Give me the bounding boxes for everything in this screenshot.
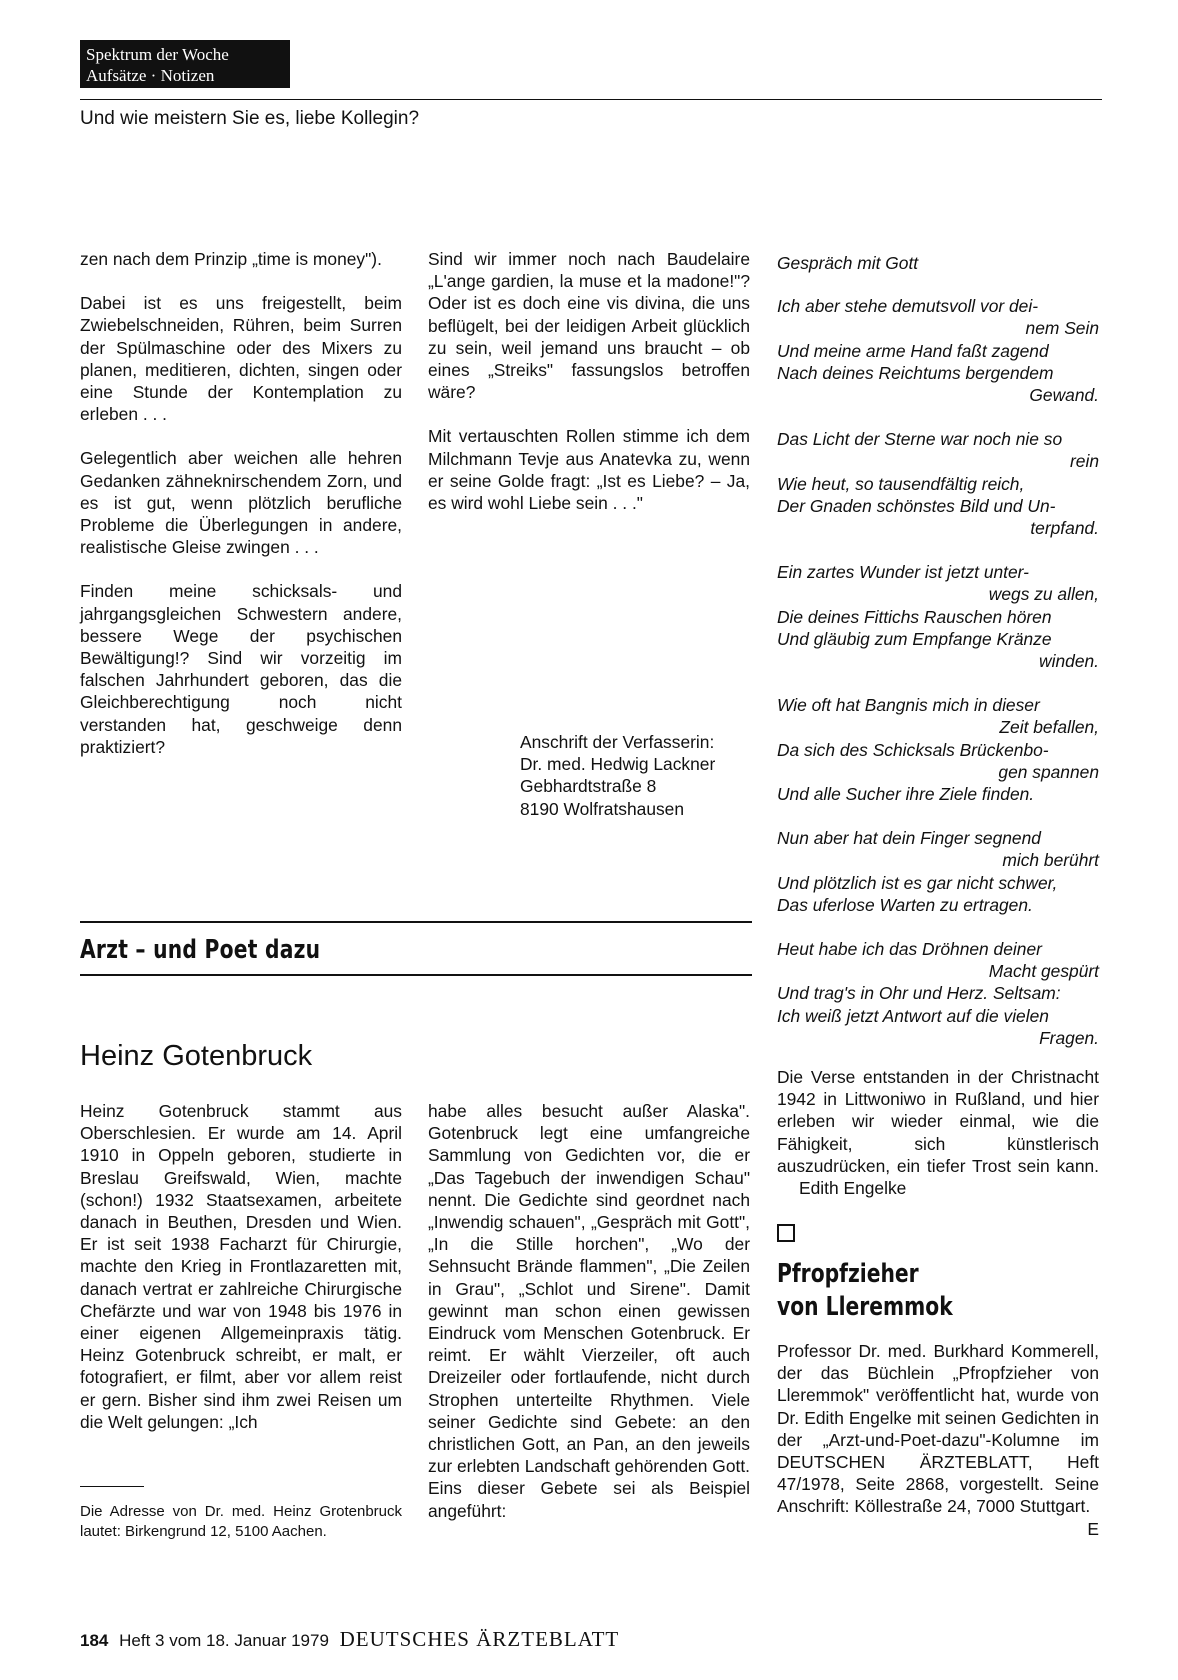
sidebar-signature: E bbox=[1087, 1518, 1099, 1539]
poem-commentary bbox=[777, 1066, 1099, 1199]
poem-line: Der Gnaden schönstes Bild und Un- bbox=[777, 495, 1056, 516]
poem-stanza bbox=[777, 561, 1099, 672]
article-footnote: Die Adresse von Dr. med. Heinz Grotenbruck lautet: Birkengrund 12, 5100 Aachen. bbox=[80, 1503, 402, 1540]
sidebar-headline bbox=[777, 1258, 953, 1324]
section-tag-line1: Spektrum der Woche bbox=[86, 45, 229, 64]
sidebar-headline-line2: von Lleremmok bbox=[777, 1292, 953, 1322]
issue-info: Heft 3 vom 18. Januar 1979 bbox=[119, 1631, 329, 1650]
address-line: Dr. med. Hedwig Lackner bbox=[520, 754, 716, 775]
essay-column-2 bbox=[428, 248, 750, 536]
poem-stanza bbox=[777, 938, 1099, 1049]
poem-line: Ein zartes Wunder ist jetzt unter- bbox=[777, 562, 1029, 583]
poem-line: Und plötzlich ist es gar nicht schwer, bbox=[777, 872, 1058, 893]
poem-line: winden. bbox=[1039, 651, 1099, 672]
poem-line: Und alle Sucher ihre Ziele finden. bbox=[777, 784, 1035, 805]
journal-name: DEUTSCHES ÄRZTEBLATT bbox=[339, 1627, 620, 1651]
address-line: Anschrift der Verfasserin: bbox=[520, 732, 715, 752]
poem-line: Nun aber hat dein Finger segnend bbox=[777, 828, 1041, 849]
poem-line: Das uferlose Warten zu ertragen. bbox=[777, 894, 1033, 915]
article-text: Heinz Gotenbruck stammt aus Oberschlesien. Er wurde am 14. April 1910 in Oppeln geboren, studierte in Breslau Greifswald, Wien, machte (schon!) 1932 Staatsexamen, arbeitete danach in Beuthen, Dresden und Wien. Er ist seit 1938 Facharzt für Chirurgie, machte den Krieg in Frontlazaretten mit, danach vertrat er zahlreiche Chirurgische Chefärzte und war von 1948 bis 1976 in einer eigenen Allgemeinpraxis tätig. Heinz Gotenbruck schreibt, er malt, er fotografiert, er filmt, aber vor allem reist er gern. Bisher sind ihm zwei Reisen um die Welt gelungen: „Ich bbox=[80, 1101, 402, 1432]
poem-title: Gespräch mit Gott bbox=[777, 253, 919, 273]
essay-paragraph: zen nach dem Prinzip „time is money"). bbox=[80, 249, 382, 269]
sidebar-headline-line1: Pfropfzieher bbox=[777, 1259, 919, 1289]
poem-line: Macht gespürt bbox=[988, 961, 1099, 982]
footnote-rule bbox=[80, 1486, 144, 1487]
article-text: habe alles besucht außer Alaska". Gotenbruck legt eine umfangreiche Sammlung von Gedichten vor, die er „Das Tagebuch der inwendigen Schau" nennt. Die Gedichte sind geordnet nach „Inwendig schauen", „Gespräch mit Gott", „In die Stille horchen", „Wo der Sehnsucht Brände flammen", „Die Zeilen in Grau", „Schlot und Sirene". Damit gewinnt man schon einen gewissen Eindruck vom Menschen Gotenbruck. Er reimt. Er wählt Vierzeiler, oft auch Dreizeiler oder fortlaufende, nicht durch Strophen unterteilte Rhythmen. Viele seiner Gedichte sind Gebete: an den christlichen Gott, an Pan, an den jeweils zur erlebten Landschaft gehörenden Gott. Eins dieser Gebete sei als Beispiel angeführt: bbox=[428, 1101, 750, 1521]
poem-line: Und meine arme Hand faßt zagend bbox=[777, 340, 1049, 361]
poem-line: mich berührt bbox=[1002, 850, 1099, 871]
poem-line: Da sich des Schicksals Brückenbo- bbox=[777, 739, 1049, 760]
address-line: Gebhardtstraße 8 bbox=[520, 776, 657, 797]
page-footer bbox=[80, 1627, 619, 1652]
poem-stanza bbox=[777, 428, 1099, 539]
poem-line: gen spannen bbox=[998, 761, 1099, 782]
poem-line: Heut habe ich das Dröhnen deiner bbox=[777, 939, 1042, 960]
poem-line: Ich aber stehe demutsvoll vor dei- bbox=[777, 296, 1038, 317]
poem-stanza bbox=[777, 694, 1099, 805]
poem-line: Und gläubig zum Empfange Kränze bbox=[777, 628, 1052, 649]
poem-line: wegs zu allen, bbox=[988, 584, 1099, 605]
end-of-article-marker bbox=[777, 1224, 795, 1242]
essay-column-1 bbox=[80, 248, 402, 780]
essay-paragraph: Finden meine schicksals- und jahrgangsgleichen Schwestern andere, bessere Wege der psychischen Bewältigung!? Sind wir vorzeitig im falschen Jahrhundert geboren, das die Gleichberechtigung noch nicht verstanden hat, geschweige denn praktiziert? bbox=[80, 581, 402, 757]
poem-commentary-author: Edith Engelke bbox=[799, 1178, 907, 1199]
sidebar-text bbox=[777, 1340, 1099, 1540]
page-subtitle: Und wie meistern Sie es, liebe Kollegin? bbox=[80, 108, 420, 129]
essay-paragraph: Sind wir immer noch nach Baudelaire „L'ange gardien, la muse et la madone!"? Oder ist es doch eine vis divina, die uns beflügelt, bei der leidigen Arbeit glücklich zu sein, weil jemand uns braucht – ob eines „Streiks" fassungslos betroffen wäre? bbox=[428, 249, 750, 403]
poem-line: Und trag's in Ohr und Herz. Seltsam: bbox=[777, 983, 1061, 1004]
headline-rule-bottom bbox=[80, 974, 752, 976]
poem-line: Fragen. bbox=[1039, 1027, 1099, 1048]
poem-stanza bbox=[777, 827, 1099, 916]
poem-line: Zeit befallen, bbox=[999, 717, 1099, 738]
essay-paragraph: Gelegentlich aber weichen alle hehren Gedanken zähneknirschendem Zorn, und es ist gut, wenn plötzlich berufliche Probleme die Überlegungen in andere, realistische Gleise zwingen . . . bbox=[80, 448, 402, 558]
address-line: 8190 Wolfratshausen bbox=[520, 798, 685, 819]
poem-line: Wie heut, so tausendfältig reich, bbox=[777, 473, 1025, 494]
article-author: Heinz Gotenbruck bbox=[80, 1040, 313, 1072]
sidebar-body: Professor Dr. med. Burkhard Kommerell, der das Büchlein „Pfropfzieher von Lleremmok" veröffentlicht hat, wurde von Dr. Edith Engelke mit seinen Gedichten in der „Arzt-und-Poet-dazu"-Kolumne im DEUTSCHEN ÄRZTEBLATT, Heft 47/1978, Seite 2868, vorgestellt. Seine Anschrift: Köllestraße 24, 7000 Stuttgart. bbox=[777, 1341, 1099, 1517]
poem-column bbox=[777, 252, 1099, 1071]
poem-line: Gewand. bbox=[1029, 385, 1099, 406]
poem-line: Das Licht der Sterne war noch nie so bbox=[777, 429, 1063, 450]
poem-stanzas bbox=[777, 295, 1099, 1049]
poem-line: Die deines Fittichs Rauschen hören bbox=[777, 606, 1052, 627]
poem-line: terpfand. bbox=[1030, 518, 1099, 539]
headline-rule-top bbox=[80, 921, 752, 923]
poem-commentary-text: Die Verse entstanden in der Christnacht 1942 in Littwoniwo in Rußland, und hier erleben wir wieder einmal, wie die Fähigkeit, sich künstlerisch auszudrücken, ein tiefer Trost sein kann. bbox=[777, 1067, 1099, 1176]
section-tag bbox=[80, 40, 290, 88]
poem-line: Wie oft hat Bangnis mich in dieser bbox=[777, 695, 1040, 716]
poem-line: Nach deines Reichtums bergendem bbox=[777, 362, 1054, 383]
article-column-1 bbox=[80, 1100, 402, 1433]
poem-line: Ich weiß jetzt Antwort auf die vielen bbox=[777, 1005, 1049, 1026]
poem-line: nem Sein bbox=[1025, 318, 1099, 339]
author-address bbox=[520, 731, 715, 820]
poem-stanza bbox=[777, 295, 1099, 406]
page-number: 184 bbox=[80, 1631, 109, 1650]
header-rule bbox=[80, 99, 1102, 100]
essay-paragraph: Dabei ist es uns freigestellt, beim Zwiebelschneiden, Rühren, beim Surren der Spülmaschine oder des Mixers zu planen, meditieren, dichten, singen oder eine Stunde der Kontemplation zu erleben . . . bbox=[80, 293, 402, 425]
section-tag-line2: Aufsätze · Notizen bbox=[86, 66, 215, 85]
poem-line: rein bbox=[1070, 451, 1099, 472]
essay-paragraph: Mit vertauschten Rollen stimme ich dem Milchmann Tevje aus Anatevka zu, wenn er seine Golde fragt: „Ist es Liebe? – Ja, es wird wohl Liebe sein . . ." bbox=[428, 426, 750, 514]
article-column-2 bbox=[428, 1100, 750, 1522]
article-headline: Arzt – und Poet dazu bbox=[80, 935, 321, 965]
